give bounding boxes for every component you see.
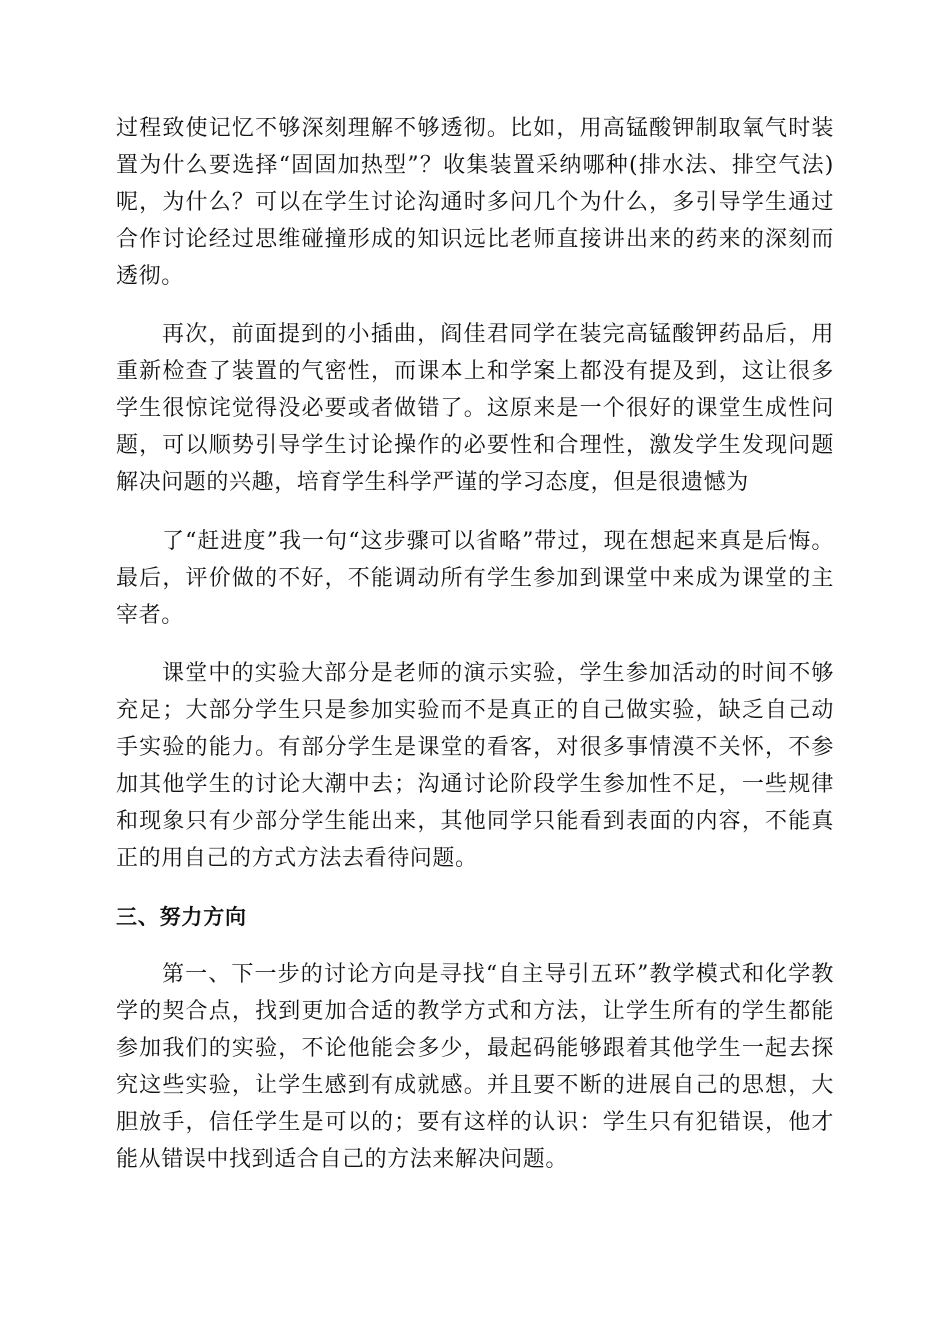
section-heading: 三、努力方向 (116, 905, 247, 929)
paragraph-again: 再次，前面提到的小插曲，阎佳君同学在装完高锰酸钾药品后，用重新检查了装置的气密性，而课本上和学案上都没有提及到，这让很多学生很惊诧觉得没必要或者做错了。这原来是一个很好的课堂生成性问题，可以顺势引导学生讨论操作的必要性和合理性，激发学生发现问题解决问题的兴趣，培育学生科学严谨的学习态度，但是很遗憾为 (116, 322, 834, 495)
paragraph-continuation: 过程致使记忆不够深刻理解不够透彻。比如，用高锰酸钾制取氧气时装置为什么要选择“固固加热型”？收集装置采纳哪种(排水法、排空气法)呢，为什么？可以在学生讨论沟通时多问几个为什么，多引导学生通过合作讨论经过思维碰撞形成的知识远比老师直接讲出来的药来的深刻而透彻。 (116, 116, 834, 289)
paragraph-classroom: 课堂中的实验大部分是老师的演示实验，学生参加活动的时间不够充足；大部分学生只是参加实验而不是真正的自己做实验，缺乏自己动手实验的能力。有部分学生是课堂的看客，对很多事情漠不关怀，不参加其他学生的讨论大潮中去；沟通讨论阶段学生参加性不足，一些规律和现象只有少部分学生能出来，其他同学只能看到表面的内容，不能真正的用自己的方式方法去看待问题。 (116, 661, 834, 871)
paragraph-direction: 第一、下一步的讨论方向是寻找“自主导引五环”教学模式和化学教学的契合点，找到更加合适的教学方式和方法，让学生所有的学生都能参加我们的实验，不论他能会多少，最起码能够跟着其他学生一起去探究这些实验，让学生感到有成就感。并且要不断的进展自己的思想，大胆放手，信任学生是可以的；要有这样的认识：学生只有犯错误，他才能从错误中找到适合自己的方法来解决问题。 (116, 962, 834, 1172)
paragraph-regret: 了“赶进度”我一句“这步骤可以省略”带过，现在想起来真是后悔。最后，评价做的不好，不能调动所有学生参加到课堂中来成为课堂的主宰者。 (116, 529, 834, 628)
